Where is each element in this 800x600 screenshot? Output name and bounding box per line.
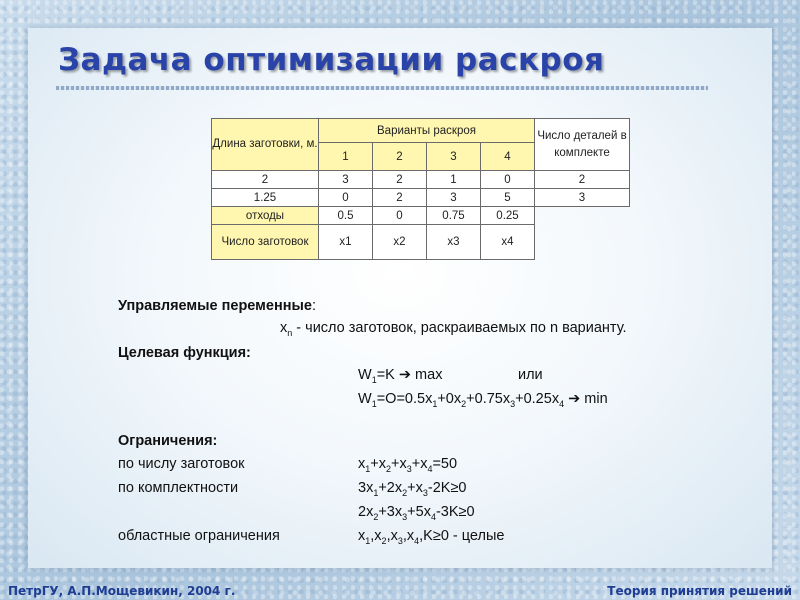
row-label: 2: [212, 171, 319, 189]
footer-author: ПетрГУ, А.П.Мощевикин, 2004 г.: [8, 584, 236, 598]
constraints-heading: Ограничения:: [118, 433, 218, 449]
objective-formula-1: $W_1=K$ ➔ max: [358, 367, 443, 385]
title-underline: [56, 86, 708, 90]
table-cell: 0.5: [319, 207, 373, 225]
empty-cell: [535, 225, 630, 260]
table-cell: x1: [319, 225, 373, 260]
constraint-domain-label: областные ограничения: [118, 528, 280, 544]
table-cell: 0.75: [427, 207, 481, 225]
footer-course: Теория принятия решений: [607, 584, 792, 598]
header-variants: Варианты раскроя: [319, 119, 535, 143]
count-cell: 3: [535, 189, 630, 207]
cutting-table: [211, 118, 630, 260]
variant-header: 1: [319, 143, 373, 171]
table-cell: 0: [481, 171, 535, 189]
table-row: [212, 225, 630, 260]
table-cell: 3: [319, 171, 373, 189]
variables-description: $x_n$ - число заготовок, раскраиваемых по n варианту.: [280, 320, 627, 338]
table-cell: 1: [427, 171, 481, 189]
empty-cell: [535, 207, 630, 225]
table-cell: 2: [373, 171, 427, 189]
objective-or: или: [518, 367, 543, 383]
constraint-complete-formula-2: $2x_2+3x_3+5x_4-3K\ge 0$: [358, 504, 475, 522]
row-label: Число заготовок: [212, 225, 319, 260]
count-cell: 2: [535, 171, 630, 189]
row-label: 1.25: [212, 189, 319, 207]
table-cell: 0.25: [481, 207, 535, 225]
slide-title: Задача оптимизации раскроя: [58, 42, 605, 78]
table-cell: x3: [427, 225, 481, 260]
objective-heading: Целевая функция:: [118, 345, 251, 361]
table-cell: x2: [373, 225, 427, 260]
objective-formula-2: $W_1=O=0.5x_1+0x_2+0.75x_3+0.25x_4$ ➔ min: [358, 391, 608, 409]
variant-header: 2: [373, 143, 427, 171]
table-cell: 3: [427, 189, 481, 207]
table-cell: 2: [373, 189, 427, 207]
row-label: отходы: [212, 207, 319, 225]
table-row: [212, 207, 630, 225]
constraint-count-label: по числу заготовок: [118, 456, 245, 472]
header-length: Длина заготовки, м.: [212, 119, 319, 171]
constraint-complete-label: по комплектности: [118, 480, 239, 496]
header-count: Число деталей в комплекте: [535, 119, 630, 171]
table-row: [212, 189, 630, 207]
variant-header: 3: [427, 143, 481, 171]
table-cell: 0: [319, 189, 373, 207]
table-cell: 0: [373, 207, 427, 225]
constraint-complete-formula-1: $3x_1+2x_2+x_3-2K\ge 0$: [358, 480, 467, 498]
constraint-domain-formula: $x_1,x_2,x_3,x_4,K\ge 0$ - целые: [358, 528, 505, 546]
constraint-count-formula: $x_1+x_2+x_3+x_4=50$: [358, 456, 458, 474]
table-cell: 5: [481, 189, 535, 207]
table-row: [212, 171, 630, 189]
table-cell: x4: [481, 225, 535, 260]
variant-header: 4: [481, 143, 535, 171]
variables-heading: Управляемые переменные:: [118, 298, 316, 314]
